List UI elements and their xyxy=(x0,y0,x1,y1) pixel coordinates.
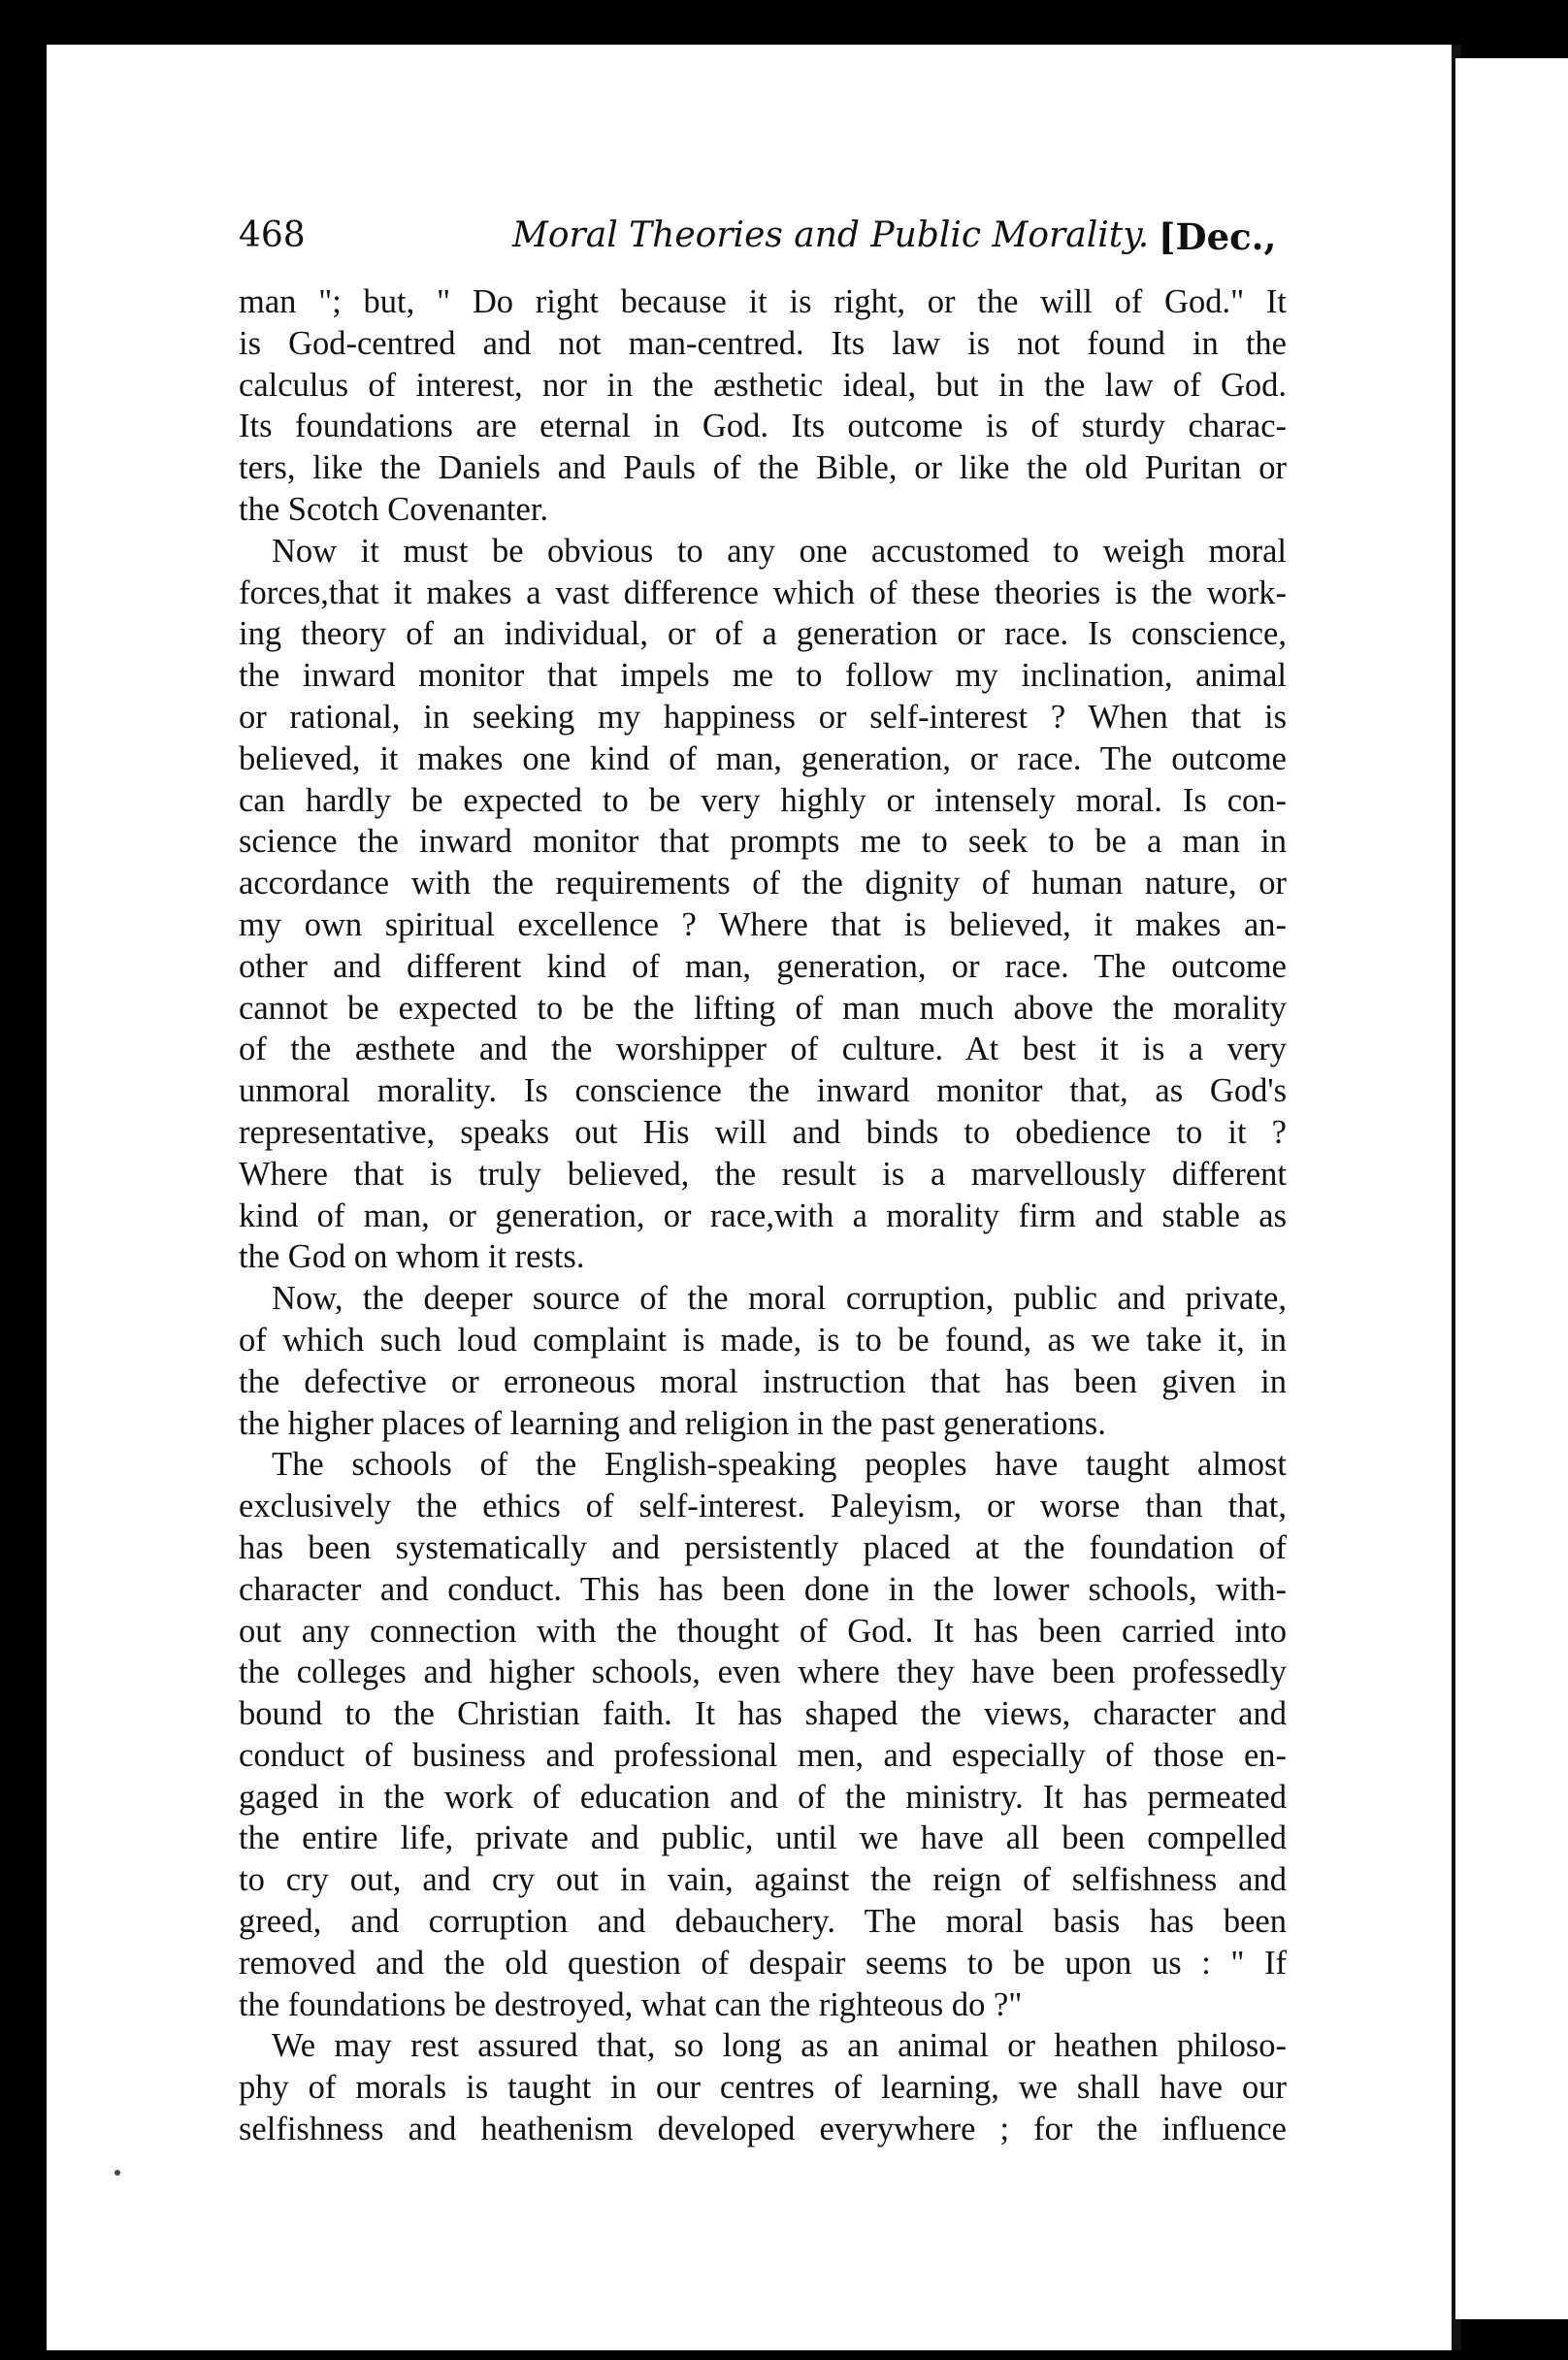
paragraph xyxy=(239,2025,1287,2149)
text-line: removed and the old question of despair seems to be upon us : " If xyxy=(239,1944,1287,1982)
text-line: character and conduct. This has been done in the lower schools, with- xyxy=(239,1570,1287,1608)
text-line: gaged in the work of education and of the ministry. It has permeated xyxy=(239,1778,1287,1816)
text-line: to cry out, and cry out in vain, against the reign of selfishness and xyxy=(239,1861,1287,1899)
paragraph xyxy=(239,1444,1287,2025)
paragraph xyxy=(239,281,1287,531)
text-line: of the æsthete and the worshipper of culture. At best it is a very xyxy=(239,1031,1287,1068)
text-line: man "; but, " Do right because it is right, or the will of God." It xyxy=(239,283,1287,320)
text-line: selfishness and heathenism developed everywhere ; for the influence xyxy=(239,2111,1287,2148)
text-line: representative, speaks out His will and binds to obedience to it ? xyxy=(239,1113,1287,1151)
text-line: The schools of the English-speaking peoples have taught almost xyxy=(272,1446,1287,1484)
text-line: accordance with the requirements of the dignity of human nature, or xyxy=(239,865,1287,902)
text-line: forces,that it makes a vast difference which of these theories is the work- xyxy=(239,574,1287,611)
text-line: the entire life, private and public, until we have all been compelled xyxy=(239,1819,1287,1857)
text-line: Now it must be obvious to any one accustomed to weigh moral xyxy=(272,532,1287,570)
text-line: or rational, in seeking my happiness or self-interest ? When that is xyxy=(239,698,1287,736)
text-line: Where that is truly believed, the result is a marvellously different xyxy=(239,1155,1287,1193)
text-line: ing theory of an individual, or of a generation or race. Is conscience, xyxy=(239,615,1287,653)
text-line: of which such loud complaint is made, is to be found, as we take it, in xyxy=(239,1321,1287,1359)
text-line: the inward monitor that impels me to follow my inclination, animal xyxy=(239,657,1287,695)
text-line: kind of man, or generation, or race,with a morality firm and stable as xyxy=(239,1196,1287,1234)
text-line: bound to the Christian faith. It has shaped the views, character and xyxy=(239,1695,1287,1733)
text-line: conduct of business and professional men, and especially of those en- xyxy=(239,1736,1287,1774)
text-line: is God-centred and not man-centred. Its law is not found in the xyxy=(239,324,1287,362)
text-line: unmoral morality. Is conscience the inward monitor that, as God's xyxy=(239,1072,1287,1110)
paragraph xyxy=(239,531,1287,1278)
text-line: ters, like the Daniels and Pauls of the Bible, or like the old Puritan or xyxy=(239,449,1287,487)
text-line: the foundations be destroyed, what can the righteous do ?" xyxy=(239,1985,1023,2023)
text-line: cannot be expected to be the lifting of man much above the morality xyxy=(239,989,1287,1027)
text-line: phy of morals is taught in our centres of learning, we shall have our xyxy=(239,2069,1287,2107)
text-line: science the inward monitor that prompts me to seek to be a man in xyxy=(239,823,1287,861)
body-text xyxy=(239,281,1287,2150)
text-line: calculus of interest, nor in the æsthetic ideal, but in the law of God. xyxy=(239,366,1287,404)
adjacent-page-edge xyxy=(1455,58,1568,2319)
text-line: out any connection with the thought of God. It has been carried into xyxy=(239,1612,1287,1650)
text-line: the higher places of learning and religion in the past generations. xyxy=(239,1404,1106,1442)
running-title: Moral Theories and Public Morality. xyxy=(512,215,1150,255)
text-line: the colleges and higher schools, even where they have been professedly xyxy=(239,1654,1287,1691)
text-line: exclusively the ethics of self-interest. Paleyism, or worse than that, xyxy=(239,1488,1287,1525)
text-line: other and different kind of man, generation, or race. The outcome xyxy=(239,947,1287,985)
text-line: has been systematically and persistently placed at the foundation of xyxy=(239,1528,1287,1566)
margin-speck xyxy=(114,2170,120,2176)
text-line: greed, and corruption and debauchery. The moral basis has been xyxy=(239,1903,1287,1941)
page-number: 468 xyxy=(239,215,306,255)
text-line: my own spiritual excellence ? Where that is believed, it makes an- xyxy=(239,905,1287,943)
text-line: the Scotch Covenanter. xyxy=(239,490,549,528)
text-line: Now, the deeper source of the moral corruption, public and private, xyxy=(272,1280,1287,1318)
paragraph xyxy=(239,1278,1287,1444)
text-line: the defective or erroneous moral instruction that has been given in xyxy=(239,1362,1287,1400)
text-line: We may rest assured that, so long as an animal or heathen philoso- xyxy=(272,2027,1287,2065)
text-line: believed, it makes one kind of man, generation, or race. The outcome xyxy=(239,739,1287,777)
text-line: can hardly be expected to be very highly or intensely moral. Is con- xyxy=(239,781,1287,819)
text-line: the God on whom it rests. xyxy=(239,1238,585,1276)
text-line: Its foundations are eternal in God. Its outcome is of sturdy charac- xyxy=(239,408,1287,445)
section-label: [Dec., xyxy=(1159,215,1277,258)
